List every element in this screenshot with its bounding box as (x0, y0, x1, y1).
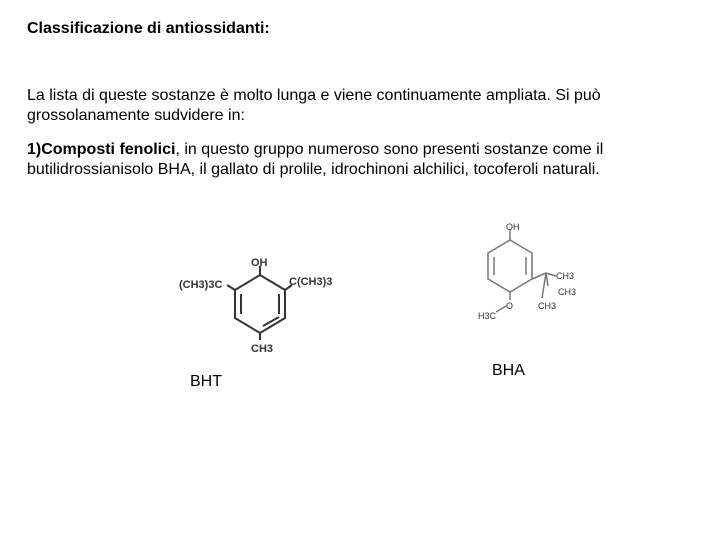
bha-oh-label: OH (506, 222, 520, 232)
bht-bottom-group-label: CH3 (251, 343, 274, 355)
phenolic-compounds-paragraph (27, 140, 697, 180)
bha-ch3-top-label: CH3 (556, 271, 575, 281)
bha-label: BHA (492, 362, 525, 379)
bht-structure (175, 250, 345, 360)
phenolic-text: , in questo gruppo numeroso sono presenti sostanze come il butilidrossianisolo BHA, il gallato di prolile, idrochinoni alchilici, tocoferoli naturali. (27, 141, 604, 178)
bht-right-group-label: C(CH3)3 (289, 276, 333, 288)
bht-oh-label: OH (251, 257, 268, 269)
bha-ch3-bottom-label: CH3 (538, 301, 557, 311)
bha-o-label: O (506, 301, 514, 311)
bha-structure (470, 218, 600, 328)
bht-label: BHT (190, 373, 222, 390)
slide-title: Classificazione di antiossidanti: (27, 20, 270, 37)
bha-ch3-mid-label: CH3 (558, 287, 577, 297)
bht-left-group-label: (CH3)3C (179, 279, 223, 291)
intro-paragraph: La lista di queste sostanze è molto lunga e viene continuamente ampliata. Si può grossolanamente sudvidere in: (27, 87, 601, 124)
phenolic-heading: 1)Composti fenolici (27, 141, 176, 158)
bha-methoxy-label: H3C (478, 311, 497, 321)
